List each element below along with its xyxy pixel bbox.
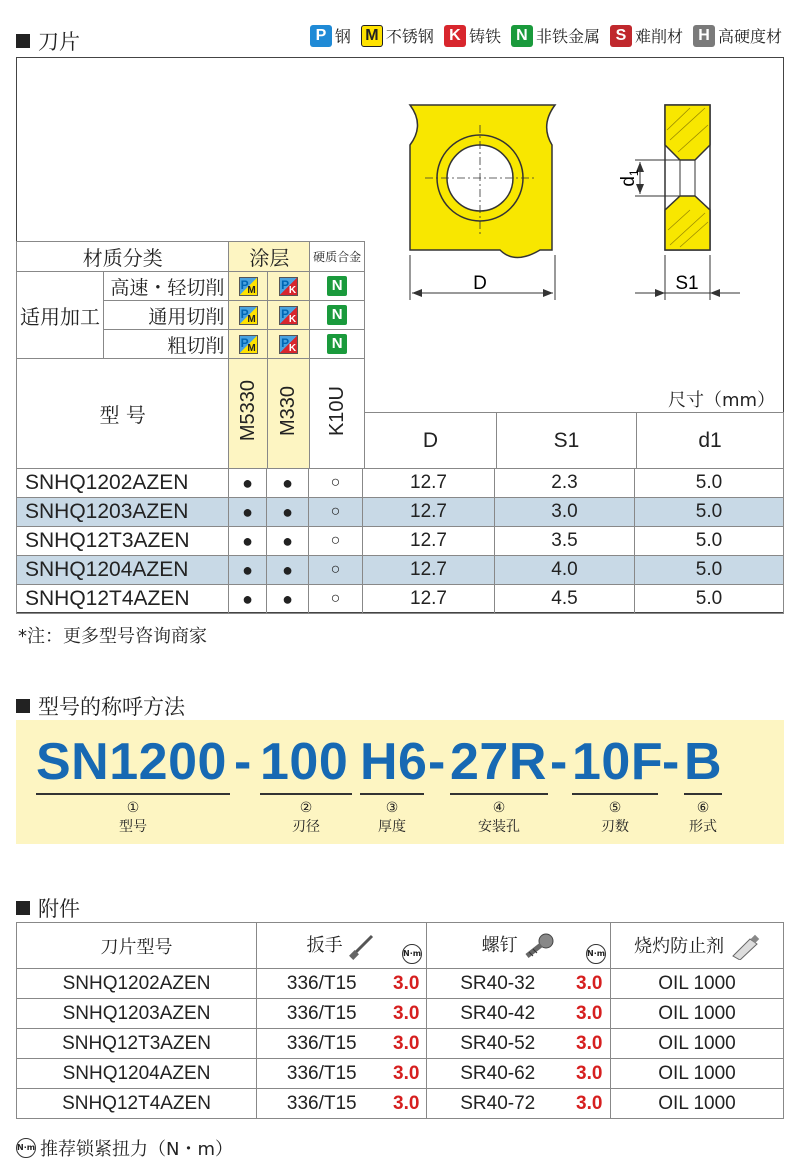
cell-insert: SNHQ12T3AZEN [17,1029,257,1059]
screw-icon [523,932,555,960]
square-bullet-icon [16,901,30,915]
cell-d1: 5.0 [635,585,784,614]
cell-g2: ● [267,585,309,614]
header-carbide: 硬质合金 [310,242,365,272]
torque-icon: N·m [586,944,606,964]
legend-s: S 难削材 [610,24,683,47]
cell-screw-torque: 3.0 [569,1059,611,1089]
legend-k: K 铸铁 [444,24,501,47]
n-icon: N [310,301,365,330]
s-badge-icon: S [610,25,632,47]
header-coating: 涂层 [229,242,310,272]
cell-d: 12.7 [363,556,495,585]
table-row [17,556,784,585]
row-label-light: 高速・轻切削 [104,272,229,301]
cell-insert: SNHQ1203AZEN [17,999,257,1029]
code-part-4: 27R [450,733,547,791]
acc-header-insert: 刀片型号 [17,923,257,969]
code-part-2: 100 [260,733,349,791]
cell-wrench-torque: 3.0 [387,1059,427,1089]
underline-5 [572,793,658,795]
dim-d-label: D [473,273,487,294]
dim-s1-label: S1 [675,273,699,294]
section-title-insert: 刀片 [16,26,80,56]
table-row [17,527,784,556]
acc-header-oil: 烧灼防止剂 [611,923,784,969]
naming-label-2: ② 刃径 [292,800,320,835]
cell-wrench: 336/T15 [257,1089,387,1119]
table-row [17,969,784,999]
row-group-label: 适用加工 [17,272,104,359]
cell-g3: ○ [309,585,363,614]
cell-wrench: 336/T15 [257,999,387,1029]
table-row [17,1029,784,1059]
cell-screw-torque: 3.0 [569,999,611,1029]
cell-model: SNHQ12T3AZEN [17,527,229,556]
section-title-naming: 型号的称呼方法 [16,691,185,721]
cell-g1: ● [229,498,267,527]
insert-drawing [380,90,780,315]
cell-oil: OIL 1000 [611,1059,784,1089]
cell-screw-torque: 3.0 [569,969,611,999]
dim-header-s1: S1 [497,413,637,469]
table-row [17,999,784,1029]
row-label-rough: 粗切削 [104,330,229,359]
section-title-accessories: 附件 [16,893,80,923]
torque-icon: N·m [16,1138,36,1158]
pk-icon: P K [267,301,309,330]
cell-g2: ● [267,527,309,556]
cell-s1: 4.0 [495,556,635,585]
wrench-icon [348,932,376,960]
material-table [16,241,365,469]
square-bullet-icon [16,699,30,713]
code-dash: - [550,733,568,791]
tube-icon [730,934,760,960]
cell-d: 12.7 [363,498,495,527]
naming-label-5: ⑤ 刃数 [601,800,629,835]
legend-n: N 非铁金属 [511,24,600,47]
grade-m330: M330 [267,359,309,469]
note-text: *注：更多型号咨询商家 [18,626,207,647]
cell-screw: SR40-52 [427,1029,569,1059]
code-dash: - [234,733,252,791]
cell-wrench-torque: 3.0 [387,969,427,999]
pm-icon: P M [229,272,267,301]
acc-header-wrench: 扳手 N·m [257,923,427,969]
cell-model: SNHQ1204AZEN [17,556,229,585]
cell-g3: ○ [309,469,363,498]
dim-d1-label: $d_1$ [618,169,641,187]
cell-s1: 3.5 [495,527,635,556]
cell-g3: ○ [309,498,363,527]
underline-3 [360,793,424,795]
model-label: 型 号 [17,359,229,469]
underline-6 [684,793,722,795]
code-part-3: H6 [360,733,428,791]
cell-oil: OIL 1000 [611,999,784,1029]
square-bullet-icon [16,34,30,48]
cell-g3: ○ [309,556,363,585]
cell-model: SNHQ12T4AZEN [17,585,229,614]
p-badge-icon: P [310,25,332,47]
naming-panel [16,720,784,844]
cell-s1: 4.5 [495,585,635,614]
code-part-5: 10F [572,733,664,791]
table-row [17,585,784,614]
pm-icon: P M [229,330,267,359]
dim-header-table [364,412,784,469]
cell-g3: ○ [309,527,363,556]
header-material: 材质分类 [17,242,229,272]
cell-s1: 2.3 [495,469,635,498]
code-part-1: SN1200 [36,733,227,791]
underline-4 [450,793,548,795]
cell-wrench-torque: 3.0 [387,999,427,1029]
product-table [16,468,784,614]
cell-g1: ● [229,527,267,556]
cell-g2: ● [267,556,309,585]
cell-screw: SR40-42 [427,999,569,1029]
cell-s1: 3.0 [495,498,635,527]
cell-oil: OIL 1000 [611,969,784,999]
pm-icon: P M [229,301,267,330]
accessories-table [16,922,784,1119]
cell-screw: SR40-32 [427,969,569,999]
cell-g1: ● [229,556,267,585]
pk-icon: P K [267,272,309,301]
legend-m: M 不锈钢 [361,24,434,47]
cell-d: 12.7 [363,469,495,498]
code-dash: - [428,733,446,791]
m-badge-icon: M [361,25,383,47]
cell-g2: ● [267,498,309,527]
cell-screw-torque: 3.0 [569,1089,611,1119]
dim-header-d: D [365,413,497,469]
cell-model: SNHQ1203AZEN [17,498,229,527]
cell-model: SNHQ1202AZEN [17,469,229,498]
n-icon: N [310,272,365,301]
cell-insert: SNHQ1202AZEN [17,969,257,999]
legend-p: P 钢 [310,24,351,47]
underline-1 [36,793,230,795]
cell-screw: SR40-72 [427,1089,569,1119]
cell-g2: ● [267,469,309,498]
table-row [17,498,784,527]
cell-insert: SNHQ1204AZEN [17,1059,257,1089]
naming-label-4: ④ 安装孔 [478,800,520,835]
grade-m5330: M5330 [229,359,267,469]
torque-footnote: N·m 推荐锁紧扭力（N・m） [17,1139,233,1160]
cell-d: 12.7 [363,585,495,614]
cell-wrench-torque: 3.0 [387,1089,427,1119]
cell-wrench-torque: 3.0 [387,1029,427,1059]
cell-d1: 5.0 [635,498,784,527]
cell-wrench: 336/T15 [257,969,387,999]
cell-d1: 5.0 [635,469,784,498]
pk-icon: P K [267,330,309,359]
n-icon: N [310,330,365,359]
material-legend [310,24,782,47]
code-dash: - [662,733,680,791]
insert-side-bottom [665,196,710,250]
cell-oil: OIL 1000 [611,1029,784,1059]
insert-side-top [665,105,710,160]
acc-header-screw: 螺钉 N·m [427,923,611,969]
n-badge-icon: N [511,25,533,47]
naming-label-1: ① 型号 [119,800,147,835]
table-row [17,1089,784,1119]
underline-2 [260,793,352,795]
cell-d: 12.7 [363,527,495,556]
cell-d1: 5.0 [635,527,784,556]
cell-screw-torque: 3.0 [569,1029,611,1059]
table-row [17,1059,784,1089]
cell-g1: ● [229,469,267,498]
naming-label-3: ③ 厚度 [378,800,406,835]
naming-label-6: ⑥ 形式 [689,800,717,835]
dim-header-d1: d1 [637,413,784,469]
cell-oil: OIL 1000 [611,1089,784,1119]
cell-screw: SR40-62 [427,1059,569,1089]
cell-wrench: 336/T15 [257,1059,387,1089]
cell-insert: SNHQ12T4AZEN [17,1089,257,1119]
table-row [17,469,784,498]
cell-g1: ● [229,585,267,614]
cell-d1: 5.0 [635,556,784,585]
code-part-6: B [684,733,723,791]
legend-h: H 高硬度材 [693,24,782,47]
grade-k10u: K10U [310,359,365,469]
h-badge-icon: H [693,25,715,47]
torque-icon: N·m [402,944,422,964]
size-caption: 尺寸（mm） [668,390,776,411]
k-badge-icon: K [444,25,466,47]
row-label-general: 通用切削 [104,301,229,330]
cell-wrench: 336/T15 [257,1029,387,1059]
